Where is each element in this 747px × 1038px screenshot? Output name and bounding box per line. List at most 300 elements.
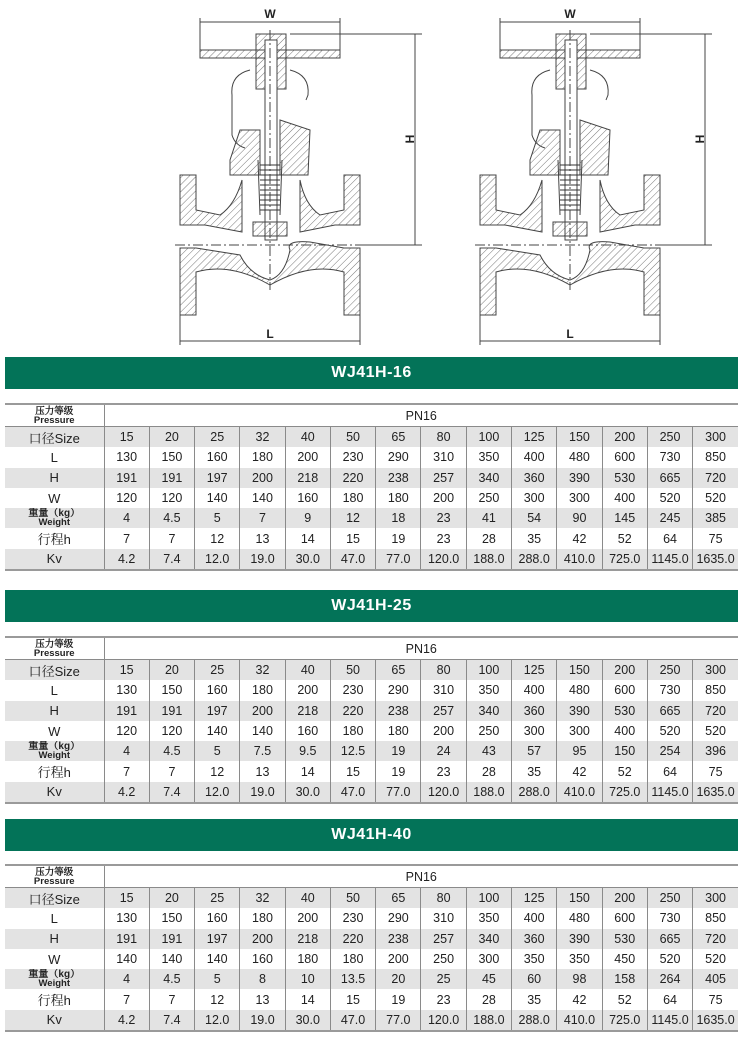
table-cell: 390: [557, 701, 602, 721]
table-cell: 4: [104, 969, 149, 989]
table-cell: 19.0: [240, 782, 285, 803]
table-cell: 160: [195, 680, 240, 700]
table-cell: 150: [602, 741, 647, 761]
table-cell: 665: [647, 929, 692, 949]
section-title-wj41h-16: WJ41H-16: [5, 357, 738, 389]
table-cell: 64: [647, 761, 692, 781]
table-cell: 350: [466, 447, 511, 467]
row-label: L: [5, 680, 104, 700]
table-cell: 400: [512, 680, 557, 700]
table-cell: 100: [466, 660, 511, 681]
table-cell: 197: [195, 468, 240, 488]
table-cell: 725.0: [602, 549, 647, 570]
table-cell: 12.0: [195, 1010, 240, 1031]
table-cell: 300: [693, 427, 738, 448]
row-label: 口径Size: [5, 427, 104, 448]
table-cell: 19.0: [240, 1010, 285, 1031]
table-cell: 14: [285, 761, 330, 781]
table-cell: 520: [693, 721, 738, 741]
table-cell: 4: [104, 741, 149, 761]
table-cell: 160: [285, 488, 330, 508]
height-label: H: [693, 134, 707, 144]
table-cell: 400: [602, 488, 647, 508]
table-cell: 188.0: [466, 782, 511, 803]
table-cell: 288.0: [512, 1010, 557, 1031]
table-cell: 41: [466, 508, 511, 528]
table-cell: 200: [240, 929, 285, 949]
table-cell: 410.0: [557, 549, 602, 570]
table-cell: 1635.0: [693, 1010, 738, 1031]
table-cell: 42: [557, 761, 602, 781]
table-cell: 480: [557, 908, 602, 928]
row-weight: [5, 741, 738, 761]
table-cell: 150: [557, 660, 602, 681]
table-cell: 310: [421, 680, 466, 700]
valve-drawing-right: [460, 0, 730, 350]
table-cell: 200: [602, 888, 647, 909]
table-cell: 75: [693, 989, 738, 1009]
table-cell: 725.0: [602, 1010, 647, 1031]
table-cell: 4.5: [149, 741, 194, 761]
table-cell: 188.0: [466, 549, 511, 570]
table-cell: 288.0: [512, 782, 557, 803]
table-cell: 35: [512, 989, 557, 1009]
table-cell: 30.0: [285, 782, 330, 803]
table-cell: 15: [104, 427, 149, 448]
table-cell: 665: [647, 701, 692, 721]
table-cell: 340: [466, 929, 511, 949]
table-cell: 200: [602, 660, 647, 681]
table-cell: 450: [602, 949, 647, 969]
table-cell: 7: [149, 528, 194, 548]
table-cell: 9.5: [285, 741, 330, 761]
table-cell: 28: [466, 528, 511, 548]
row-label: [5, 508, 104, 528]
table-cell: 230: [330, 908, 375, 928]
table-cell: 125: [512, 427, 557, 448]
pressure-label-en: Pressure: [33, 875, 75, 887]
table-cell: 530: [602, 701, 647, 721]
table-cell: 120.0: [421, 1010, 466, 1031]
table-cell: 65: [376, 427, 421, 448]
table-cell: 730: [647, 908, 692, 928]
table-cell: 140: [149, 949, 194, 969]
row-kv: [5, 782, 738, 803]
table-cell: 47.0: [330, 549, 375, 570]
table-cell: 530: [602, 468, 647, 488]
table-cell: 238: [376, 929, 421, 949]
table-cell: 13.5: [330, 969, 375, 989]
table-cell: 150: [149, 908, 194, 928]
table-cell: 9: [285, 508, 330, 528]
table-cell: 19: [376, 989, 421, 1009]
row-size: [5, 427, 738, 448]
table-cell: 32: [240, 660, 285, 681]
table-cell: 150: [149, 447, 194, 467]
table-cell: 350: [512, 949, 557, 969]
table-cell: 1145.0: [647, 549, 692, 570]
pressure-value: PN16: [104, 637, 738, 660]
table-cell: 158: [602, 969, 647, 989]
table-cell: 191: [149, 701, 194, 721]
table-cell: 145: [602, 508, 647, 528]
table-cell: 720: [693, 929, 738, 949]
table-cell: 290: [376, 447, 421, 467]
table-cell: 238: [376, 701, 421, 721]
table-cell: 191: [104, 468, 149, 488]
table-cell: 250: [466, 721, 511, 741]
table-cell: 600: [602, 447, 647, 467]
table-cell: 43: [466, 741, 511, 761]
table-cell: 400: [512, 908, 557, 928]
table-cell: 665: [647, 468, 692, 488]
weight-label-cn: 重量（kg）: [28, 969, 81, 981]
table-cell: 7: [104, 761, 149, 781]
table-cell: 257: [421, 929, 466, 949]
table-cell: 180: [330, 949, 375, 969]
table-cell: 5: [195, 741, 240, 761]
table-cell: 180: [240, 908, 285, 928]
row-length: [5, 908, 738, 928]
row-pressure: [5, 404, 738, 427]
table-cell: 360: [512, 929, 557, 949]
table-cell: 4.2: [104, 782, 149, 803]
table-cell: 19: [376, 528, 421, 548]
row-width: [5, 488, 738, 508]
table-cell: 730: [647, 680, 692, 700]
table-cell: 250: [421, 949, 466, 969]
table-cell: 300: [512, 488, 557, 508]
table-cell: 32: [240, 427, 285, 448]
table-cell: 18: [376, 508, 421, 528]
row-label: W: [5, 488, 104, 508]
table-cell: 245: [647, 508, 692, 528]
table-cell: 77.0: [376, 549, 421, 570]
table-cell: 520: [647, 949, 692, 969]
row-stroke: [5, 989, 738, 1009]
table-cell: 340: [466, 701, 511, 721]
table-cell: 850: [693, 447, 738, 467]
table-cell: 350: [466, 908, 511, 928]
table-cell: 120: [104, 721, 149, 741]
table-cell: 25: [195, 888, 240, 909]
table-cell: 197: [195, 929, 240, 949]
table-cell: 12.0: [195, 549, 240, 570]
table-cell: 188.0: [466, 1010, 511, 1031]
row-stroke: [5, 528, 738, 548]
table-cell: 200: [421, 488, 466, 508]
table-cell: 32: [240, 888, 285, 909]
length-label: L: [566, 327, 574, 341]
height-label: H: [403, 134, 417, 144]
table-cell: 130: [104, 908, 149, 928]
table-cell: 7.4: [149, 1010, 194, 1031]
table-cell: 24: [421, 741, 466, 761]
table-cell: 125: [512, 660, 557, 681]
table-cell: 254: [647, 741, 692, 761]
table-cell: 14: [285, 989, 330, 1009]
pressure-label-cn: 压力等级: [35, 866, 74, 878]
table-cell: 64: [647, 989, 692, 1009]
table-cell: 290: [376, 908, 421, 928]
table-cell: 160: [240, 949, 285, 969]
valve-cross-section-diagram: [460, 0, 730, 350]
table-cell: 850: [693, 680, 738, 700]
row-label: 口径Size: [5, 888, 104, 909]
table-cell: 80: [421, 427, 466, 448]
row-label: 行程h: [5, 528, 104, 548]
table-cell: 30.0: [285, 1010, 330, 1031]
table-cell: 75: [693, 761, 738, 781]
row-label: Kv: [5, 549, 104, 570]
table-cell: 600: [602, 908, 647, 928]
valve-cross-section-diagram: [160, 0, 430, 350]
table-cell: 14: [285, 528, 330, 548]
table-cell: 40: [285, 888, 330, 909]
section-title-wj41h-40: WJ41H-40: [5, 819, 738, 851]
table-cell: 390: [557, 929, 602, 949]
table-cell: 4.2: [104, 549, 149, 570]
table-cell: 28: [466, 989, 511, 1009]
table-cell: 410.0: [557, 782, 602, 803]
table-cell: 23: [421, 508, 466, 528]
table-cell: 52: [602, 528, 647, 548]
table-cell: 20: [376, 969, 421, 989]
table-cell: 35: [512, 528, 557, 548]
table-cell: 200: [285, 908, 330, 928]
table-cell: 257: [421, 701, 466, 721]
row-label: 口径Size: [5, 660, 104, 681]
table-cell: 77.0: [376, 782, 421, 803]
table-cell: 50: [330, 427, 375, 448]
table-cell: 12: [330, 508, 375, 528]
row-label: [5, 969, 104, 989]
table-cell: 160: [285, 721, 330, 741]
table-cell: 140: [195, 949, 240, 969]
table-cell: 12: [195, 761, 240, 781]
table-cell: 197: [195, 701, 240, 721]
table-cell: 220: [330, 701, 375, 721]
table-cell: 130: [104, 447, 149, 467]
pressure-value: PN16: [104, 404, 738, 427]
row-height: [5, 701, 738, 721]
table-cell: 15: [104, 660, 149, 681]
row-label: W: [5, 949, 104, 969]
table-cell: 65: [376, 888, 421, 909]
table-cell: 191: [104, 701, 149, 721]
width-label: W: [564, 7, 576, 21]
table-cell: 180: [376, 721, 421, 741]
table-cell: 180: [285, 949, 330, 969]
table-cell: 1145.0: [647, 1010, 692, 1031]
table-cell: 250: [647, 427, 692, 448]
table-cell: 42: [557, 989, 602, 1009]
table-cell: 25: [195, 427, 240, 448]
table-cell: 140: [195, 488, 240, 508]
table-cell: 191: [149, 929, 194, 949]
row-label: 行程h: [5, 989, 104, 1009]
table-cell: 160: [195, 908, 240, 928]
table-cell: 150: [557, 888, 602, 909]
table-cell: 300: [512, 721, 557, 741]
row-length: [5, 680, 738, 700]
table-cell: 57: [512, 741, 557, 761]
table-cell: 15: [330, 528, 375, 548]
table-cell: 200: [285, 680, 330, 700]
table-cell: 7: [104, 989, 149, 1009]
table-cell: 19.0: [240, 549, 285, 570]
table-cell: 23: [421, 528, 466, 548]
table-cell: 400: [512, 447, 557, 467]
row-label: Kv: [5, 1010, 104, 1031]
row-label: L: [5, 447, 104, 467]
table-cell: 75: [693, 528, 738, 548]
table-cell: 42: [557, 528, 602, 548]
table-cell: 95: [557, 741, 602, 761]
width-label: W: [264, 7, 276, 21]
table-cell: 7.5: [240, 741, 285, 761]
table-cell: 310: [421, 908, 466, 928]
row-kv: [5, 549, 738, 570]
table-cell: 390: [557, 468, 602, 488]
weight-label-en: Weight: [38, 750, 70, 762]
table-cell: 47.0: [330, 782, 375, 803]
table-cell: 19: [376, 761, 421, 781]
table-cell: 19: [376, 741, 421, 761]
table-cell: 200: [240, 468, 285, 488]
table-cell: 100: [466, 427, 511, 448]
table-cell: 300: [693, 888, 738, 909]
table-cell: 385: [693, 508, 738, 528]
table-cell: 125: [512, 888, 557, 909]
table-cell: 120.0: [421, 549, 466, 570]
length-label: L: [266, 327, 274, 341]
table-cell: 400: [602, 721, 647, 741]
table-cell: 23: [421, 989, 466, 1009]
row-width: [5, 949, 738, 969]
table-cell: 480: [557, 680, 602, 700]
table-cell: 200: [376, 949, 421, 969]
pressure-label-cn: 压力等级: [35, 405, 74, 417]
table-cell: 1635.0: [693, 549, 738, 570]
table-cell: 250: [647, 660, 692, 681]
table-cell: 300: [693, 660, 738, 681]
pressure-label: [5, 404, 104, 427]
table-cell: 52: [602, 989, 647, 1009]
table-cell: 1635.0: [693, 782, 738, 803]
table-cell: 5: [195, 969, 240, 989]
table-cell: 40: [285, 660, 330, 681]
row-label: Kv: [5, 782, 104, 803]
table-cell: 60: [512, 969, 557, 989]
table-cell: 310: [421, 447, 466, 467]
table-cell: 12: [195, 528, 240, 548]
section-title-wj41h-25: WJ41H-25: [5, 590, 738, 622]
weight-label-en: Weight: [38, 978, 70, 990]
table-cell: 405: [693, 969, 738, 989]
table-cell: 20: [149, 660, 194, 681]
table-cell: 98: [557, 969, 602, 989]
table-cell: 150: [557, 427, 602, 448]
table-cell: 4.2: [104, 1010, 149, 1031]
table-cell: 7.4: [149, 549, 194, 570]
pressure-value: PN16: [104, 865, 738, 888]
pressure-label-en: Pressure: [33, 414, 75, 426]
table-cell: 180: [376, 488, 421, 508]
table-cell: 4.5: [149, 508, 194, 528]
pressure-label-cn: 压力等级: [35, 638, 74, 650]
table-cell: 300: [466, 949, 511, 969]
table-cell: 520: [647, 721, 692, 741]
table-cell: 218: [285, 929, 330, 949]
table-cell: 12: [195, 989, 240, 1009]
table-cell: 140: [195, 721, 240, 741]
table-cell: 80: [421, 888, 466, 909]
spec-table-wj41h-16: [5, 403, 738, 571]
table-cell: 140: [240, 488, 285, 508]
pressure-label: [5, 865, 104, 888]
table-cell: 200: [285, 447, 330, 467]
table-cell: 200: [421, 721, 466, 741]
table-cell: 52: [602, 761, 647, 781]
table-cell: 230: [330, 680, 375, 700]
table-cell: 850: [693, 908, 738, 928]
table-cell: 47.0: [330, 1010, 375, 1031]
table-cell: 530: [602, 929, 647, 949]
table-cell: 120: [104, 488, 149, 508]
table-cell: 200: [240, 701, 285, 721]
table-cell: 28: [466, 761, 511, 781]
table-cell: 600: [602, 680, 647, 700]
table-cell: 12.0: [195, 782, 240, 803]
row-length: [5, 447, 738, 467]
table-cell: 250: [466, 488, 511, 508]
table-cell: 191: [104, 929, 149, 949]
table-cell: 35: [512, 761, 557, 781]
table-cell: 180: [240, 447, 285, 467]
table-cell: 350: [466, 680, 511, 700]
row-width: [5, 721, 738, 741]
table-cell: 150: [149, 680, 194, 700]
table-cell: 360: [512, 468, 557, 488]
table-cell: 288.0: [512, 549, 557, 570]
table-cell: 8: [240, 969, 285, 989]
table-cell: 13: [240, 528, 285, 548]
row-pressure: [5, 637, 738, 660]
table-cell: 7.4: [149, 782, 194, 803]
table-cell: 130: [104, 680, 149, 700]
pressure-label-en: Pressure: [33, 647, 75, 659]
row-size: [5, 660, 738, 681]
table-cell: 20: [149, 888, 194, 909]
row-label: L: [5, 908, 104, 928]
table-cell: 350: [557, 949, 602, 969]
table-cell: 257: [421, 468, 466, 488]
table-cell: 40: [285, 427, 330, 448]
table-cell: 230: [330, 447, 375, 467]
table-cell: 13: [240, 989, 285, 1009]
table-cell: 360: [512, 701, 557, 721]
row-pressure: [5, 865, 738, 888]
table-cell: 77.0: [376, 1010, 421, 1031]
table-cell: 250: [647, 888, 692, 909]
row-size: [5, 888, 738, 909]
table-cell: 25: [421, 969, 466, 989]
table-cell: 480: [557, 447, 602, 467]
table-cell: 15: [330, 761, 375, 781]
row-weight: [5, 969, 738, 989]
table-cell: 180: [240, 680, 285, 700]
